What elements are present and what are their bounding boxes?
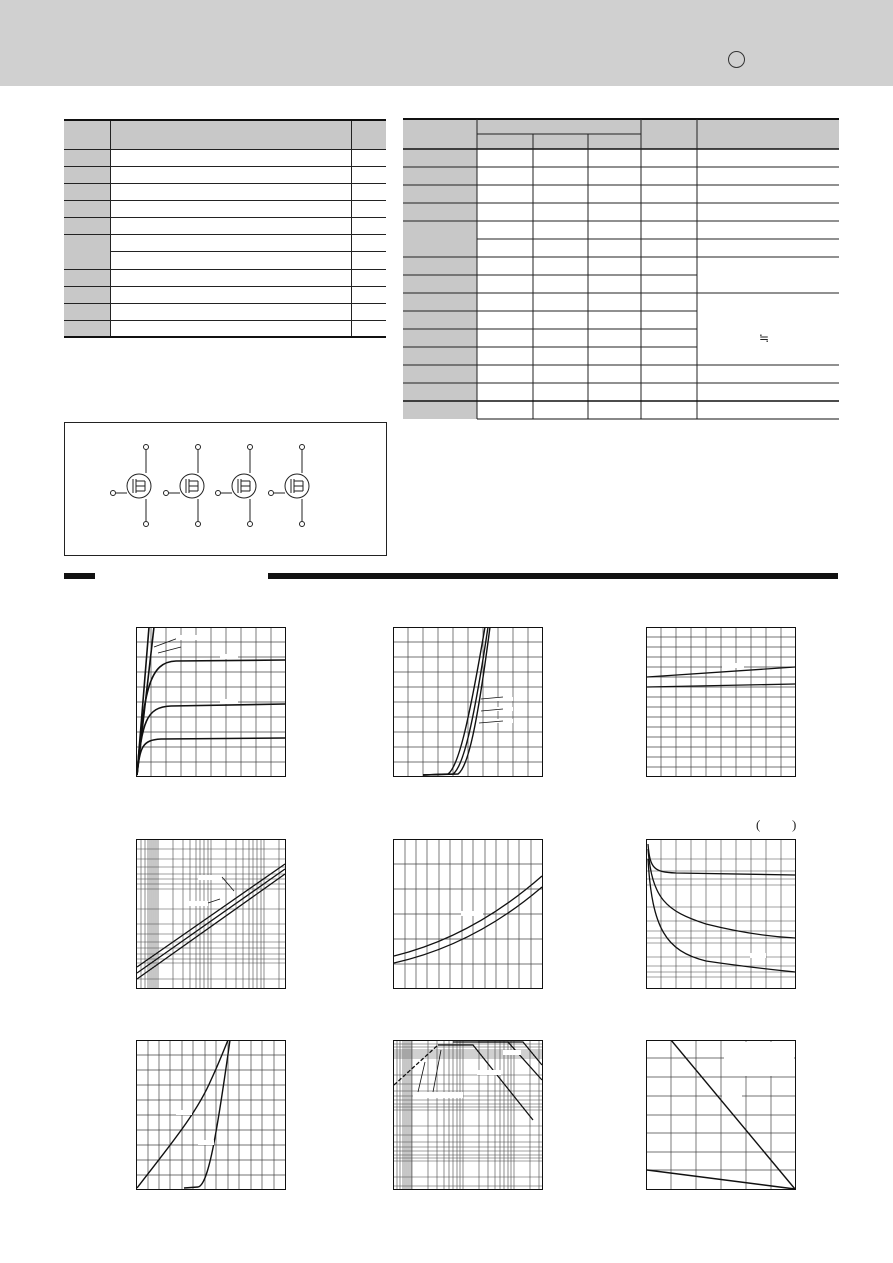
mosfet-symbol-3 xyxy=(216,445,257,527)
graph-5 xyxy=(393,839,543,989)
section-bar-left xyxy=(64,573,95,579)
graph-6-bracket-open: ( xyxy=(756,817,761,832)
graph-3 xyxy=(646,627,796,777)
graph-6 xyxy=(646,839,796,989)
graph-8 xyxy=(393,1040,543,1190)
left-table xyxy=(64,119,386,338)
graph-9 xyxy=(646,1040,796,1190)
mosfet-symbol-1 xyxy=(111,445,152,527)
graph-7 xyxy=(136,1040,286,1190)
header-circle-mark xyxy=(728,51,745,68)
mosfet-symbols xyxy=(65,423,386,555)
graph-2 xyxy=(393,627,543,777)
circuit-symbols-box xyxy=(64,422,387,556)
page-header xyxy=(0,0,893,86)
right-table xyxy=(403,118,839,420)
mosfet-symbol-2 xyxy=(164,445,205,527)
mosfet-symbol-4 xyxy=(269,445,310,527)
graph-4 xyxy=(136,839,286,989)
section-bar-right xyxy=(268,573,838,579)
graph-1 xyxy=(136,627,286,777)
graph-6-bracket-close: ) xyxy=(792,817,797,832)
approx-equal-symbol: ≒ xyxy=(759,331,770,345)
